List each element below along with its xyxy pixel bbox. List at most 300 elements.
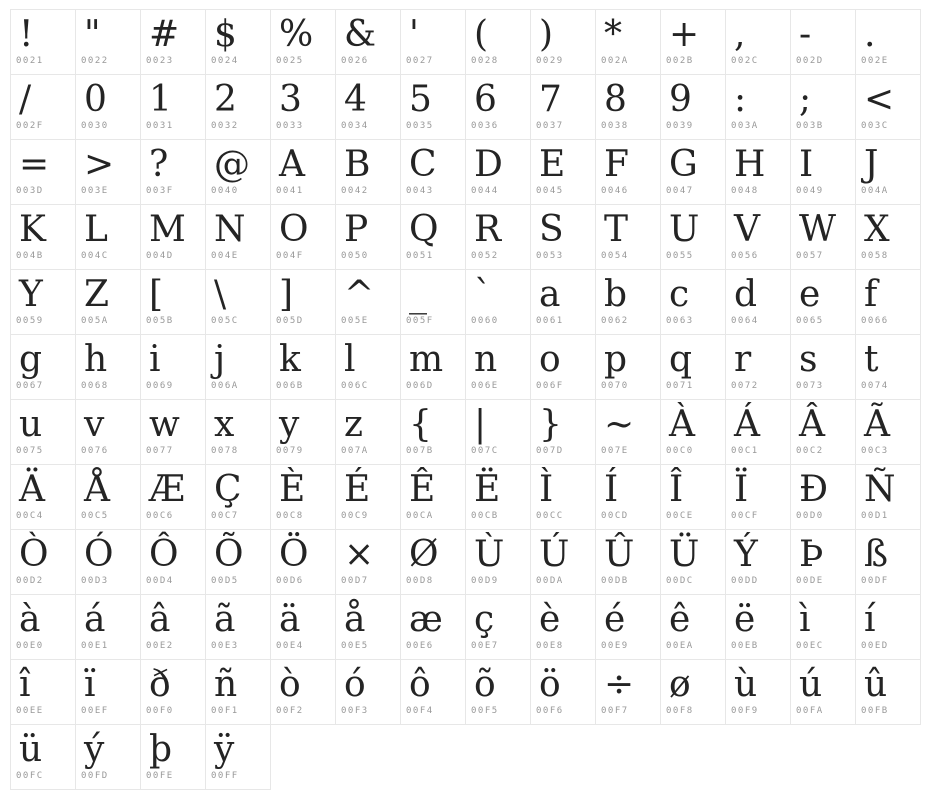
glyph-character: 7 (539, 79, 562, 120)
glyph-codepoint: 0068 (81, 381, 109, 391)
glyph-character: Å (84, 469, 110, 510)
glyph-codepoint: 00C4 (16, 511, 44, 521)
glyph-cell[interactable] (335, 334, 401, 400)
glyph-cell[interactable] (335, 399, 401, 465)
glyph-cell[interactable] (595, 139, 661, 205)
glyph-cell[interactable] (530, 204, 596, 270)
glyph-cell[interactable] (465, 399, 531, 465)
glyph-codepoint: 0057 (796, 251, 824, 261)
glyph-cell[interactable] (855, 269, 921, 335)
glyph-character: c (669, 274, 690, 315)
glyph-cell[interactable] (660, 594, 726, 660)
glyph-cell[interactable] (10, 529, 76, 595)
glyph-character: Â (799, 404, 825, 445)
glyph-codepoint: 00CC (536, 511, 564, 521)
glyph-cell[interactable] (10, 9, 76, 75)
glyph-character: a (539, 274, 561, 315)
glyph-cell[interactable] (660, 659, 726, 725)
glyph-cell[interactable] (530, 594, 596, 660)
glyph-cell[interactable] (400, 74, 466, 140)
glyph-character: % (279, 14, 314, 55)
glyph-codepoint: 002A (601, 56, 629, 66)
glyph-cell[interactable] (595, 659, 661, 725)
glyph-cell[interactable] (595, 204, 661, 270)
glyph-character: è (539, 599, 561, 640)
glyph-cell[interactable] (725, 139, 791, 205)
glyph-codepoint: 0054 (601, 251, 629, 261)
glyph-character: k (279, 339, 301, 380)
glyph-cell[interactable] (10, 269, 76, 335)
glyph-cell[interactable] (75, 399, 141, 465)
glyph-codepoint: 00E3 (211, 641, 239, 651)
glyph-cell[interactable] (10, 399, 76, 465)
glyph-cell[interactable] (725, 204, 791, 270)
glyph-character: w (149, 404, 180, 445)
glyph-character: P (344, 209, 369, 250)
glyph-character: g (19, 339, 43, 380)
glyph-cell[interactable] (400, 204, 466, 270)
glyph-cell[interactable] (465, 334, 531, 400)
glyph-cell[interactable] (595, 529, 661, 595)
glyph-codepoint: 0043 (406, 186, 434, 196)
glyph-character: û (864, 664, 888, 705)
glyph-character: Ä (19, 469, 45, 510)
glyph-cell[interactable] (140, 269, 206, 335)
glyph-character: A (279, 144, 305, 185)
glyph-cell[interactable] (660, 204, 726, 270)
glyph-character: t (864, 339, 879, 380)
glyph-cell[interactable] (660, 464, 726, 530)
glyph-cell[interactable] (270, 659, 336, 725)
glyph-cell[interactable] (725, 269, 791, 335)
glyph-cell[interactable] (595, 334, 661, 400)
glyph-character: ß (864, 534, 889, 575)
glyph-codepoint: 0056 (731, 251, 759, 261)
glyph-codepoint: 00E6 (406, 641, 434, 651)
glyph-cell[interactable] (205, 9, 271, 75)
glyph-codepoint: 0039 (666, 121, 694, 131)
glyph-codepoint: 007A (341, 446, 369, 456)
glyph-cell[interactable] (270, 594, 336, 660)
glyph-cell[interactable] (725, 9, 791, 75)
glyph-cell[interactable] (75, 659, 141, 725)
glyph-cell[interactable] (335, 464, 401, 530)
glyph-codepoint: 00CF (731, 511, 759, 521)
glyph-cell[interactable] (400, 659, 466, 725)
glyph-cell[interactable] (140, 529, 206, 595)
glyph-codepoint: 00E2 (146, 641, 174, 651)
glyph-cell[interactable] (140, 399, 206, 465)
glyph-character: 3 (279, 79, 302, 120)
glyph-character: å (344, 599, 366, 640)
glyph-codepoint: 00C8 (276, 511, 304, 521)
glyph-cell[interactable] (530, 74, 596, 140)
glyph-cell[interactable] (335, 9, 401, 75)
glyph-cell[interactable] (790, 139, 856, 205)
glyph-cell[interactable] (855, 659, 921, 725)
glyph-codepoint: 003D (16, 186, 44, 196)
glyph-codepoint: 005D (276, 316, 304, 326)
glyph-character: O (279, 209, 309, 250)
glyph-cell[interactable] (530, 464, 596, 530)
glyph-cell[interactable] (530, 659, 596, 725)
glyph-cell[interactable] (855, 529, 921, 595)
glyph-character: Y (19, 274, 43, 315)
glyph-cell[interactable] (335, 594, 401, 660)
glyph-cell[interactable] (400, 269, 466, 335)
glyph-cell[interactable] (400, 139, 466, 205)
glyph-cell[interactable] (75, 74, 141, 140)
glyph-codepoint: 0035 (406, 121, 434, 131)
glyph-cell[interactable] (530, 269, 596, 335)
glyph-cell[interactable] (270, 529, 336, 595)
glyph-codepoint: 0044 (471, 186, 499, 196)
glyph-cell[interactable] (725, 464, 791, 530)
glyph-cell[interactable] (140, 464, 206, 530)
glyph-codepoint: 0064 (731, 316, 759, 326)
glyph-cell[interactable] (270, 139, 336, 205)
glyph-cell[interactable] (855, 139, 921, 205)
glyph-cell[interactable] (725, 529, 791, 595)
glyph-cell[interactable] (790, 204, 856, 270)
glyph-cell[interactable] (205, 724, 271, 790)
glyph-cell[interactable] (75, 269, 141, 335)
glyph-codepoint: 00F8 (666, 706, 694, 716)
glyph-cell[interactable] (10, 464, 76, 530)
glyph-cell[interactable] (270, 334, 336, 400)
glyph-cell[interactable] (530, 334, 596, 400)
glyph-cell[interactable] (205, 334, 271, 400)
glyph-cell[interactable] (790, 594, 856, 660)
glyph-cell[interactable] (790, 74, 856, 140)
glyph-cell[interactable] (400, 464, 466, 530)
glyph-codepoint: 00D0 (796, 511, 824, 521)
glyph-cell[interactable] (660, 9, 726, 75)
glyph-cell[interactable] (465, 659, 531, 725)
glyph-cell[interactable] (855, 594, 921, 660)
glyph-cell[interactable] (140, 594, 206, 660)
glyph-cell[interactable] (10, 724, 76, 790)
glyph-cell[interactable] (140, 659, 206, 725)
glyph-cell[interactable] (75, 594, 141, 660)
glyph-character: j (214, 339, 226, 380)
glyph-cell[interactable] (855, 334, 921, 400)
glyph-codepoint: 0028 (471, 56, 499, 66)
glyph-codepoint: 0079 (276, 446, 304, 456)
glyph-cell[interactable] (465, 529, 531, 595)
glyph-cell[interactable] (270, 464, 336, 530)
glyph-cell[interactable] (335, 139, 401, 205)
glyph-cell[interactable] (530, 9, 596, 75)
glyph-codepoint: 00CA (406, 511, 434, 521)
glyph-codepoint: 0047 (666, 186, 694, 196)
glyph-character: Á (734, 404, 760, 445)
glyph-codepoint: 00C2 (796, 446, 824, 456)
glyph-cell[interactable] (660, 139, 726, 205)
glyph-codepoint: 0066 (861, 316, 889, 326)
glyph-codepoint: 0024 (211, 56, 239, 66)
glyph-codepoint: 00EB (731, 641, 759, 651)
glyph-cell[interactable] (660, 269, 726, 335)
glyph-character: # (149, 14, 180, 55)
glyph-character: ý (84, 729, 105, 770)
glyph-character: ä (279, 599, 301, 640)
glyph-cell[interactable] (205, 529, 271, 595)
glyph-cell[interactable] (335, 74, 401, 140)
glyph-cell[interactable] (465, 464, 531, 530)
glyph-character: 5 (409, 79, 432, 120)
glyph-cell[interactable] (335, 204, 401, 270)
glyph-codepoint: 00E0 (16, 641, 44, 651)
glyph-character: Ú (539, 534, 570, 575)
glyph-codepoint: 0029 (536, 56, 564, 66)
glyph-cell[interactable] (660, 399, 726, 465)
glyph-character: Î (669, 469, 684, 510)
glyph-character: @ (214, 144, 250, 185)
glyph-character: q (669, 339, 693, 380)
glyph-codepoint: 00C0 (666, 446, 694, 456)
glyph-codepoint: 007C (471, 446, 499, 456)
glyph-cell[interactable] (335, 529, 401, 595)
glyph-cell[interactable] (205, 399, 271, 465)
glyph-character: ï (84, 664, 96, 705)
glyph-character: é (604, 599, 626, 640)
glyph-codepoint: 00C9 (341, 511, 369, 521)
glyph-character: F (604, 144, 629, 185)
glyph-cell[interactable] (75, 529, 141, 595)
glyph-cell[interactable] (855, 74, 921, 140)
glyph-cell[interactable] (75, 9, 141, 75)
glyph-cell[interactable] (205, 269, 271, 335)
glyph-cell[interactable] (205, 204, 271, 270)
glyph-character: É (344, 469, 371, 510)
glyph-cell[interactable] (660, 529, 726, 595)
glyph-character: B (344, 144, 371, 185)
glyph-cell[interactable] (205, 464, 271, 530)
glyph-character: " (84, 14, 101, 55)
glyph-cell[interactable] (530, 529, 596, 595)
glyph-cell[interactable] (465, 269, 531, 335)
glyph-cell[interactable] (205, 139, 271, 205)
glyph-character: U (669, 209, 700, 250)
glyph-cell[interactable] (205, 594, 271, 660)
glyph-cell[interactable] (335, 659, 401, 725)
glyph-cell[interactable] (465, 9, 531, 75)
glyph-codepoint: 0036 (471, 121, 499, 131)
glyph-codepoint: 0070 (601, 381, 629, 391)
glyph-codepoint: 0025 (276, 56, 304, 66)
glyph-character: Ò (19, 534, 49, 575)
glyph-cell[interactable] (140, 9, 206, 75)
glyph-codepoint: 00FB (861, 706, 889, 716)
glyph-character: ë (734, 599, 756, 640)
glyph-codepoint: 005C (211, 316, 239, 326)
glyph-cell[interactable] (75, 724, 141, 790)
glyph-cell[interactable] (530, 399, 596, 465)
glyph-codepoint: 00E4 (276, 641, 304, 651)
glyph-codepoint: 00E9 (601, 641, 629, 651)
glyph-cell[interactable] (75, 464, 141, 530)
glyph-cell[interactable] (660, 74, 726, 140)
glyph-codepoint: 002C (731, 56, 759, 66)
glyph-character: u (19, 404, 43, 445)
glyph-character: / (19, 79, 32, 120)
glyph-character: À (669, 404, 695, 445)
glyph-codepoint: 0038 (601, 121, 629, 131)
glyph-cell[interactable] (270, 74, 336, 140)
glyph-cell[interactable] (790, 269, 856, 335)
glyph-character: s (799, 339, 818, 380)
glyph-codepoint: 005F (406, 316, 434, 326)
glyph-character: Ý (734, 534, 758, 575)
glyph-cell[interactable] (725, 74, 791, 140)
glyph-cell[interactable] (595, 9, 661, 75)
glyph-character: ^ (344, 274, 375, 315)
glyph-cell[interactable] (725, 659, 791, 725)
glyph-character: ò (279, 664, 301, 705)
glyph-character: * (604, 14, 622, 55)
glyph-codepoint: 00F2 (276, 706, 304, 716)
glyph-cell[interactable] (205, 659, 271, 725)
glyph-codepoint: 00F1 (211, 706, 239, 716)
glyph-character: o (539, 339, 561, 380)
glyph-cell[interactable] (75, 139, 141, 205)
glyph-cell[interactable] (595, 594, 661, 660)
glyph-cell[interactable] (790, 334, 856, 400)
glyph-cell[interactable] (10, 74, 76, 140)
glyph-codepoint: 00EE (16, 706, 44, 716)
glyph-cell[interactable] (140, 139, 206, 205)
glyph-codepoint: 005B (146, 316, 174, 326)
glyph-cell[interactable] (725, 334, 791, 400)
glyph-cell[interactable] (855, 204, 921, 270)
glyph-character: ` (474, 274, 492, 315)
glyph-codepoint: 00DF (861, 576, 889, 586)
glyph-cell[interactable] (75, 334, 141, 400)
glyph-cell[interactable] (465, 74, 531, 140)
glyph-cell[interactable] (790, 399, 856, 465)
glyph-character: e (799, 274, 821, 315)
glyph-cell[interactable] (465, 204, 531, 270)
glyph-cell[interactable] (595, 269, 661, 335)
glyph-cell[interactable] (270, 9, 336, 75)
glyph-codepoint: 00E5 (341, 641, 369, 651)
glyph-character: r (734, 339, 752, 380)
glyph-codepoint: 0041 (276, 186, 304, 196)
glyph-cell[interactable] (400, 529, 466, 595)
glyph-cell[interactable] (790, 659, 856, 725)
glyph-cell[interactable] (10, 659, 76, 725)
glyph-cell[interactable] (790, 529, 856, 595)
glyph-cell[interactable] (75, 204, 141, 270)
glyph-cell[interactable] (10, 204, 76, 270)
glyph-character: ð (149, 664, 171, 705)
glyph-character: 4 (344, 79, 367, 120)
glyph-codepoint: 00F7 (601, 706, 629, 716)
glyph-character: Ï (734, 469, 749, 510)
glyph-codepoint: 0033 (276, 121, 304, 131)
glyph-codepoint: 0062 (601, 316, 629, 326)
glyph-character: Ü (669, 534, 700, 575)
glyph-cell[interactable] (335, 269, 401, 335)
glyph-cell[interactable] (855, 399, 921, 465)
glyph-codepoint: 006B (276, 381, 304, 391)
glyph-character: × (344, 534, 375, 575)
glyph-cell[interactable] (10, 594, 76, 660)
glyph-character: N (214, 209, 246, 250)
glyph-character: ø (669, 664, 691, 705)
glyph-character: + (669, 14, 700, 55)
glyph-cell[interactable] (725, 594, 791, 660)
glyph-cell[interactable] (205, 74, 271, 140)
glyph-cell[interactable] (270, 269, 336, 335)
glyph-cell[interactable] (790, 9, 856, 75)
glyph-character: | (474, 404, 487, 445)
glyph-cell[interactable] (10, 139, 76, 205)
glyph-codepoint: 006E (471, 381, 499, 391)
glyph-cell[interactable] (10, 334, 76, 400)
glyph-character: m (409, 339, 444, 380)
glyph-codepoint: 006C (341, 381, 369, 391)
glyph-codepoint: 0060 (471, 316, 499, 326)
glyph-character: à (19, 599, 41, 640)
glyph-cell[interactable] (855, 464, 921, 530)
glyph-character: ã (214, 599, 236, 640)
glyph-character: = (19, 144, 50, 185)
glyph-codepoint: 007E (601, 446, 629, 456)
glyph-character: â (149, 599, 171, 640)
glyph-character: ê (669, 599, 691, 640)
glyph-codepoint: 0026 (341, 56, 369, 66)
glyph-codepoint: 0065 (796, 316, 824, 326)
glyph-cell[interactable] (660, 334, 726, 400)
glyph-cell[interactable] (465, 594, 531, 660)
glyph-cell[interactable] (530, 139, 596, 205)
glyph-cell[interactable] (140, 204, 206, 270)
glyph-character: 9 (669, 79, 692, 120)
glyph-cell[interactable] (270, 204, 336, 270)
glyph-codepoint: 007D (536, 446, 564, 456)
glyph-character: Ø (409, 534, 439, 575)
glyph-cell[interactable] (270, 399, 336, 465)
glyph-character: Ð (799, 469, 829, 510)
glyph-cell[interactable] (595, 399, 661, 465)
glyph-character: b (604, 274, 628, 315)
glyph-character: Ì (539, 469, 554, 510)
glyph-cell[interactable] (400, 594, 466, 660)
glyph-cell[interactable] (140, 74, 206, 140)
glyph-character: v (84, 404, 105, 445)
glyph-cell[interactable] (400, 9, 466, 75)
glyph-codepoint: 00F6 (536, 706, 564, 716)
glyph-codepoint: 004F (276, 251, 304, 261)
glyph-character: R (474, 209, 502, 250)
glyph-cell[interactable] (725, 399, 791, 465)
glyph-cell[interactable] (855, 9, 921, 75)
glyph-codepoint: 003B (796, 121, 824, 131)
glyph-cell[interactable] (595, 464, 661, 530)
glyph-cell[interactable] (400, 399, 466, 465)
glyph-cell[interactable] (140, 724, 206, 790)
glyph-cell[interactable] (465, 139, 531, 205)
glyph-cell[interactable] (595, 74, 661, 140)
glyph-cell[interactable] (140, 334, 206, 400)
glyph-character: x (214, 404, 235, 445)
glyph-cell[interactable] (790, 464, 856, 530)
glyph-codepoint: 00DD (731, 576, 759, 586)
glyph-cell[interactable] (400, 334, 466, 400)
glyph-codepoint: 00D4 (146, 576, 174, 586)
